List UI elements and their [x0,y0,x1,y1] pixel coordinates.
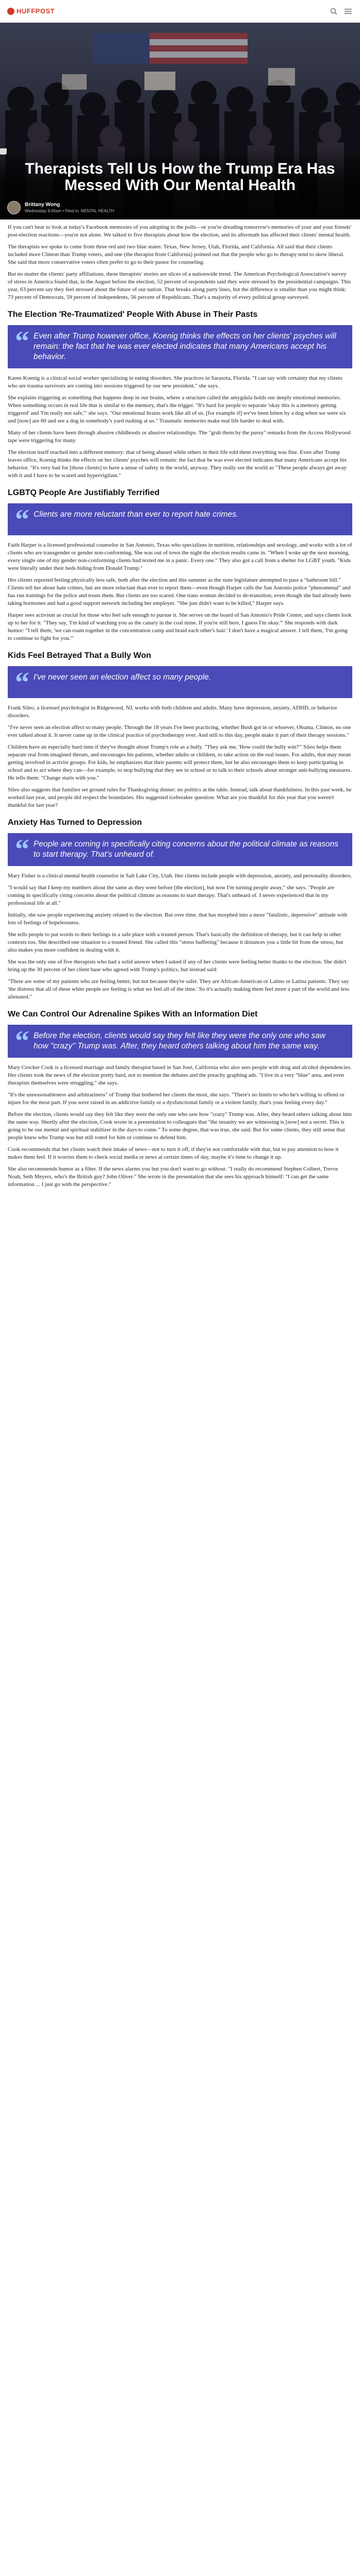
paragraph: Faith Harper is a licensed professional counselor in San Antonio, Texas who specializes in nutrition, relationships and sexology, and works with a lot of clients who are transgender or gender non-conforming. She was out of town the night the election results came in. "When I woke up the next morning, every single one of my gender non-conforming clients had texted me in a panic. Every one." They also got a call from a shelter for LGBT youth. "Kids were literally under their beds hiding from Donald Trump." [8,542,352,571]
article-title: Therapists Tell Us How the Trump Era Has Messed With Our Mental Health [25,160,335,194]
hero-image [0,23,360,219]
quote-mark-icon: “ [15,504,29,536]
paragraph: "There are some of my patients who are feeling better, but not because they're safer. They are African-American or Latino or Latina patients. They say 'the distress that all of these white people are feeling is what we feel all of the time.' So it's actually making them feel more a part of the world and less alienated." [8,978,350,1000]
quote-mark-icon: “ [15,326,29,358]
quote-mark-icon: “ [15,667,29,699]
quote-mark-icon: “ [15,834,29,866]
author-info [25,202,114,213]
paragraph: Initially, she saw people experiencing anxiety related to the election. But over time, that has morphed into a more "fatalistic, depressive" attitude with lots of feelings of hopelessness. [8,912,348,926]
author-avatar[interactable] [7,201,21,214]
site-logo-text: HUFFPOST [17,7,55,15]
author-block [7,201,114,214]
paragraph: Mary Crocker Cook is a licensed marriage and family therapist based in San José, California who also sees people with drug and alcohol dependencies. Her clients took the news of the election pretty hard, not to mention the debates and the preachy graphing ads. "I live in a very "blue" area, and even therapists themselves were struggling," she says. [8,1064,352,1086]
paragraph: Sileo also suggests that families set ground rules for Thanksgiving dinner: no politics at the table. Instead, talk about thankfulness. In this past week, he worked last year, and people did respect the boundaries. His suggested icebreaker question: What are you thankful for this year that you weren't thankful for last year? [8,787,352,808]
section-heading: The Election 'Re-Traumatized' People With Abuse in Their Pasts [8,310,258,319]
pull-quote [8,325,352,368]
facebook-icon[interactable] [315,203,324,212]
paragraph: "I would say that I keep my numbers about the same as they were before [the election], but now I'm turning people away," she says. "People are coming in specifically citing concerns about the political climate as reasons to start therapy. That's unheard of. I never experienced that in my professional life at all." [8,885,335,906]
top-bar-actions [329,7,353,16]
paragraph: She tells people to put words to their feelings in a safe place with a trusted person. That's basically the definition of therapy, but it can help in other contexts too. She described one situation to a trusted friend. She called this "stress buffering" because it distances you a little bit from the stress, but also makes you more confident in dealing with it. [8,931,343,953]
paragraph: Karen Koenig is a clinical social worker specializing in eating disorders. She practices in Sarasota, Florida. "I can say with certainty that my clients who are trauma survivors are coming into sessions triggered by our new president," she says. [8,375,343,389]
pull-quote [8,1025,352,1058]
paragraph: Children have an especially hard time if they've thought about Trump's role as a bully. "They ask me, 'How could the bully win?'" Sileo helps them separate real from imagined threats, and encourages his patients, whether adults or children, to take action on the real issues. For adults, that may mean getting involved in activist groups. For kids, he emphasizes that their parents will protect them, but he also encourages them to keep participating in school and to act where they can—for example, to stop bullying that they see in school or to talk to their schools about stronger anti-bullying measures. He tells them: "Change starts with you." [8,744,352,781]
search-icon[interactable] [329,7,338,16]
email-icon[interactable] [343,203,353,212]
pull-quote-text: People are coming in specifically citing concerns about the political climate as reasons to start therapy. That's unheard of. [34,840,339,859]
pull-quote-text: Clients are more reluctant than ever to report hate crimes. [34,510,239,519]
pull-quote-text: Even after Trump however office, Koenig thinks the effects on her clients' psyches will remain: the fact that he was ever elected indicates that many Americans accept his behavior. [34,332,336,361]
paragraph: She explains triggering as something that happens deep in our brains, where a structure called the amygdala holds our deeply emotional memories. When something occurs in real life that is similar to the memory, that's the trigger. "It's hard for people to separate 'okay this is a memory getting triggered' and 'I'm really not safe,'" she says. "Our emotional brains work like all of us. [for example if] we've been bitten by a dog when we were six and [now] are 60 and see a dog in somebody's yard rushing at us." Traumatic memories make real life harder to deal with. [8,395,346,424]
section-heading: We Can Control Our Adrenaline Spikes With an Information Diet [8,1010,258,1019]
paragraph: If you can't bear to look at today's Facebook memories of you adopting to the polls—or you're dreading tomorrow's memories of your and your friends' post-election reactions—you're not alone. We talked to five therapists about how the election, and its aftermath has affected their clients' mental health. [8,224,352,238]
paragraph: But no matter the clients' party affiliations, these therapists' stories are slices of a nationwide trend. The American Psychological Association's survey of stress in America found that, in the August before the election, 52 percent of respondents said they were stressed by the presidential campaigns. This year, 63 percent say they feel stressed about the future of our nation. That breaks along party lines, but the difference is smaller than you might think: 73 percent of Democrats, 59 percent of independents, 56 percent of Republicans. That's a majority of every political group surveyed. [8,271,351,300]
pull-quote [8,666,352,698]
share-bar [315,203,353,212]
hero-overlay [0,148,360,219]
pull-quote [8,503,352,535]
top-bar [0,0,360,23]
author-name[interactable]: Brittany Wong [25,202,60,208]
paragraph: Harper sees activism as crucial for those who feel safe enough to pursue it. She serves on the board of San Antonio's Pride Center, and says clients look up to her for it. "They say, 'I'm kind of watching you as the canary in the coal mine. If you're still here, I guess I'm okay.'" She responds with dark humor: "I tell them, 'we can roam together in the concentration camp and braid each other's hair.' I don't have a magical answer. I tell them, 'I'm going to continue to fight for you.'" [8,612,352,641]
site-logo[interactable] [7,7,55,15]
paragraph: She was the only one of five therapists who had a solid answer when I asked if any of her clients were feeling better thanks to the election. She didn't bring up the 30 percent of her client base who agreed with Trump's politics, but instead said: [8,959,347,973]
paragraph: "It's the unreasonableness and arbitrariness" of Trump that bothered her clients the most, she says. "There's no limits to who he's willing to offend or injure for the most part. If you were raised in an addictive family or a dysfunctional family or a violent family, that's your feeling every day." [8,1092,345,1106]
page [0,0,360,1198]
pull-quote [8,833,352,866]
article-body [0,219,360,1198]
paragraph: The therapists we spoke to come from three red and two blue states: Texas, New Jersey, Utah, Florida, and California. All said that their clients included more Clinton than Trump voters, and one (the therapist from California) pointed out that the people who go to therapy tend to skew liberal. She said that more conservative voters often prefer to go to their pastor for counseling. [8,244,345,265]
paragraph: The election itself reached into a different memory: that of being abused while others in their life told them everything was fine. Even after Trump leaves office, Koenig thinks the effects on her clients' psyches will remain: the fact that he was ever elected indicates that many Americans accept his behavior. "It's very bad for [those clients] to have a sense of safety in the world, anyway. They really see the world as "These people always get away with it and I have to be scared and hypervigilant." [8,449,347,479]
byline [7,201,353,214]
paragraph: Many of her clients have been through abusive childhoods or abusive relationships. The "grab them by the pussy" remarks from the Access Hollywood tape were triggering for many. [8,430,351,444]
section-heading: Kids Feel Betrayed That a Bully Won [8,651,151,660]
menu-icon[interactable] [343,7,353,16]
paragraph: "I've never seen an election affect so many people. Through the 18 years I've been practicing, whether Bush got in or whoever, Obama, Clinton, no one ever talked about it. It never came up in the clinical practice of psychotherapy ever. And still to this day, people make it part of their therapy sessions." [8,724,351,738]
twitter-icon[interactable] [329,203,338,212]
paragraph: She also recommends humor as a filter. If the news alarms you but you don't want to go without. "I really do recommend Stephen Colbert, Trevor Noah, Seth Meyers, who's the British guy? John Oliver." She wrote in the presentation that she sees his approach himself: "I can get the same information ... I just go with the perspective." [8,1166,338,1188]
pull-quote-text: I've never seen an election affect so many people. [34,673,211,682]
quote-mark-icon: “ [15,1025,29,1057]
paragraph: Her clients reported feeling physically less safe, both after the election and this summer as the state legislature attempted to pass a "bathroom bill." Clients tell her about hate crimes, but are more reluctant than ever to report them—even though Harper calls the San Antonio police "phenomenal" and has run trainings for the police and trusts them. But clients are too scared. One trans woman decided to de-transition, even though she had already been taking hormones and had a good support network including her employer. "She just didn't want to be killed," Harper says. [8,577,351,606]
section-heading: LGBTQ People Are Justifiably Terrified [8,488,160,497]
paragraph: Cook recommends that her clients watch their intake of news—not to turn it off, if they're not comfortable with that, but to pay attention to how it makes them feel. If it worries them to check social media or news at certain times of day, maybe it's time to change it up. [8,1146,339,1160]
pull-quote-text: Before the election, clients would say they felt like they were the only one who saw how "crazy" Trump was. After, they heard others talking about him the same way. [34,1031,326,1050]
section-heading: Anxiety Has Turned to Depression [8,818,142,827]
paragraph: Mary Fisher is a clinical mental health counselor in Salt Lake City, Utah. Her clients include people with depression, anxiety, and personality disorders. [8,873,352,879]
paragraph: Before the election, clients would say they felt like they were the only one who saw how "crazy" Trump was. After, they heard others talking about him the same way. Shortly after the election, Cook wrote in a presentation to colleagues that "the insanity we are witnessing is [now] not a secret. This is going to be our mental and spiritual stabilizer in the days to come." To some degree, that was true, she said. But for some clients, they still sense that people knew who Trump was but still voted for him or continue to defend him. [8,1111,352,1141]
paragraph: Frank Sileo, a licensed psychologist in Ridgewood, NJ, works with both children and adults. Many have depression, anxiety, ADHD, or behavior disorders. [8,705,337,719]
logo-mark-icon [7,8,14,15]
author-meta: Wednesday 9:45am • Filed in: MENTAL HEALTH [25,209,114,213]
